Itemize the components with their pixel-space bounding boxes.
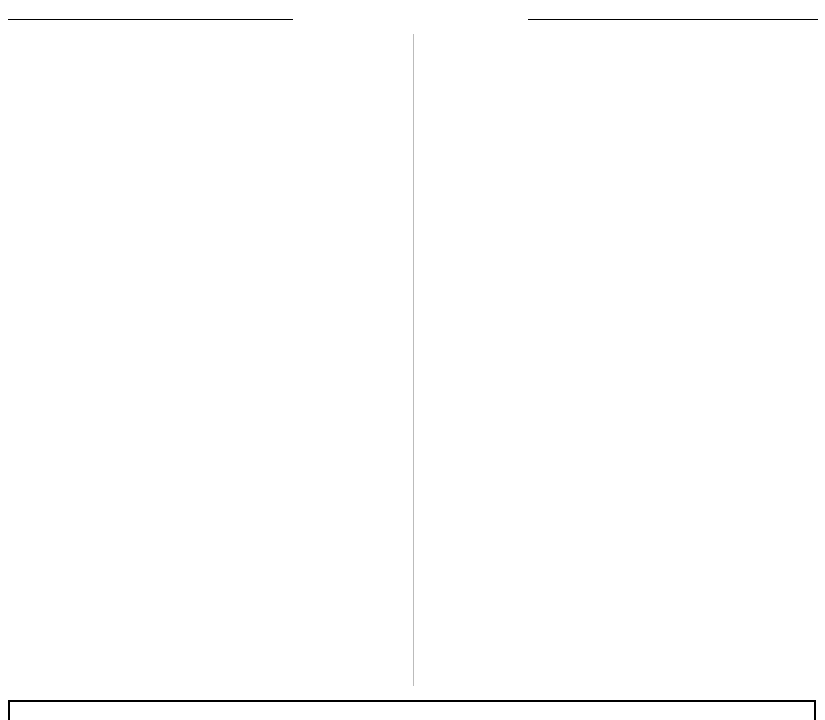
headline-rule-left: [8, 19, 293, 20]
left-column: [8, 34, 403, 686]
article-columns: [8, 34, 818, 686]
column-divider: [413, 34, 414, 686]
bottom-frame: [8, 700, 816, 720]
right-column: [423, 34, 818, 686]
headline-rule-right: [528, 19, 818, 20]
headline-bar: [0, 0, 825, 34]
